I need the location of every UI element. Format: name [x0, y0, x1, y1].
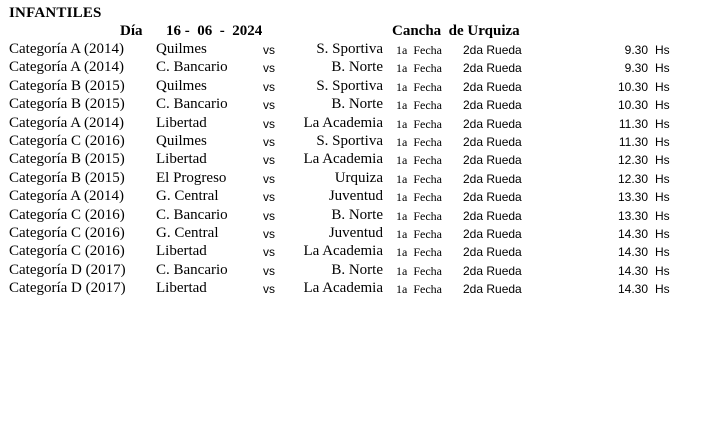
time-cell: 11.30 — [618, 116, 648, 131]
vs-cell: vs — [263, 245, 275, 260]
away-team-cell: Juventud — [328, 224, 383, 241]
table-row — [0, 95, 701, 113]
time-cell: 12.30 — [617, 153, 648, 168]
table-row — [0, 242, 701, 260]
rueda-cell: 2da Rueda — [463, 134, 522, 149]
venue-title: Cancha de Urquiza — [392, 23, 520, 39]
category-cell: Categoría B (2015) — [9, 96, 125, 113]
vs-cell: vs — [263, 153, 275, 168]
category-cell: Categoría A (2014) — [9, 114, 124, 131]
page-title: INFANTILES — [9, 5, 102, 21]
home-team-cell: G. Central — [156, 224, 219, 241]
fecha-cell: 1a Fecha — [396, 190, 442, 205]
category-cell: Categoría D (2017) — [9, 280, 126, 297]
category-cell: Categoría C (2016) — [9, 206, 125, 223]
match-date: 16 - 06 - 2024 — [166, 23, 263, 39]
vs-cell: vs — [263, 43, 275, 57]
time-unit-cell: Hs — [655, 171, 670, 186]
home-team-cell: C. Bancario — [156, 96, 228, 113]
away-team-cell: La Academia — [303, 151, 383, 168]
time-cell: 10.30 — [617, 98, 648, 113]
vs-cell: vs — [263, 61, 275, 76]
fecha-cell: 1a Fecha — [396, 263, 442, 278]
time-unit-cell: Hs — [655, 98, 670, 113]
rueda-cell: 2da Rueda — [463, 116, 522, 131]
away-team-cell: B. Norte — [331, 59, 383, 76]
away-team-cell: La Academia — [303, 280, 383, 297]
rueda-cell: 2da Rueda — [463, 98, 522, 113]
table-row — [0, 77, 701, 95]
time-unit-cell: Hs — [655, 190, 670, 205]
vs-cell: vs — [263, 282, 275, 297]
away-team-cell: La Academia — [303, 114, 383, 131]
fecha-cell: 1a Fecha — [396, 61, 442, 76]
category-cell: Categoría B (2015) — [9, 169, 125, 186]
table-row — [0, 187, 701, 205]
time-unit-cell: Hs — [655, 226, 670, 241]
time-cell: 11.30 — [618, 134, 648, 149]
table-row — [0, 224, 701, 242]
time-unit-cell: Hs — [655, 61, 670, 76]
category-cell: Categoría B (2015) — [9, 77, 125, 94]
vs-cell: vs — [263, 190, 275, 205]
home-team-cell: Quilmes — [156, 41, 207, 57]
vs-cell: vs — [263, 208, 275, 223]
time-cell: 13.30 — [617, 208, 648, 223]
home-team-cell: Quilmes — [156, 132, 207, 149]
fecha-cell: 1a Fecha — [396, 282, 442, 297]
home-team-cell: Libertad — [156, 280, 207, 297]
home-team-cell: Quilmes — [156, 77, 207, 94]
fecha-cell: 1a Fecha — [396, 79, 442, 94]
away-team-cell: S. Sportiva — [316, 77, 383, 94]
rueda-cell: 2da Rueda — [463, 282, 522, 297]
time-cell: 14.30 — [617, 282, 648, 297]
rueda-cell: 2da Rueda — [463, 61, 522, 76]
category-cell: Categoría A (2014) — [9, 41, 124, 57]
away-team-cell: B. Norte — [331, 261, 383, 278]
vs-cell: vs — [263, 79, 275, 94]
time-cell: 14.30 — [617, 245, 648, 260]
time-unit-cell: Hs — [655, 153, 670, 168]
away-team-cell: Juventud — [328, 188, 383, 205]
rueda-cell: 2da Rueda — [463, 153, 522, 168]
home-team-cell: G. Central — [156, 188, 219, 205]
vs-cell: vs — [263, 171, 275, 186]
fixture-table — [0, 40, 701, 297]
home-team-cell: C. Bancario — [156, 261, 228, 278]
fecha-cell: 1a Fecha — [396, 245, 442, 260]
time-cell: 12.30 — [617, 171, 648, 186]
time-cell: 14.30 — [617, 226, 648, 241]
vs-cell: vs — [263, 226, 275, 241]
away-team-cell: S. Sportiva — [316, 132, 383, 149]
category-cell: Categoría B (2015) — [9, 151, 125, 168]
time-unit-cell: Hs — [655, 263, 670, 278]
category-cell: Categoría D (2017) — [9, 261, 126, 278]
fecha-cell: 1a Fecha — [396, 43, 442, 57]
rueda-cell: 2da Rueda — [463, 226, 522, 241]
table-row — [0, 40, 701, 58]
vs-cell: vs — [263, 263, 275, 278]
vs-cell: vs — [263, 134, 275, 149]
table-row — [0, 261, 701, 279]
away-team-cell: B. Norte — [331, 206, 383, 223]
time-unit-cell: Hs — [655, 116, 670, 131]
fecha-cell: 1a Fecha — [396, 153, 442, 168]
fecha-cell: 1a Fecha — [396, 208, 442, 223]
time-unit-cell: Hs — [655, 208, 670, 223]
category-cell: Categoría A (2014) — [9, 59, 124, 76]
table-row — [0, 132, 701, 150]
category-cell: Categoría C (2016) — [9, 224, 125, 241]
fecha-cell: 1a Fecha — [396, 226, 442, 241]
away-team-cell: S. Sportiva — [316, 41, 383, 57]
time-unit-cell: Hs — [655, 282, 670, 297]
vs-cell: vs — [263, 98, 275, 113]
table-row — [0, 58, 701, 76]
time-unit-cell: Hs — [655, 79, 670, 94]
category-cell: Categoría C (2016) — [9, 243, 125, 260]
time-unit-cell: Hs — [655, 245, 670, 260]
rueda-cell: 2da Rueda — [463, 263, 522, 278]
category-cell: Categoría C (2016) — [9, 132, 125, 149]
away-team-cell: La Academia — [303, 243, 383, 260]
away-team-cell: Urquiza — [334, 169, 383, 186]
table-row — [0, 279, 701, 297]
time-cell: 10.30 — [617, 79, 648, 94]
vs-cell: vs — [263, 116, 275, 131]
category-cell: Categoría A (2014) — [9, 188, 124, 205]
table-row — [0, 206, 701, 224]
time-unit-cell: Hs — [655, 43, 670, 57]
rueda-cell: 2da Rueda — [463, 43, 522, 57]
home-team-cell: El Progreso — [156, 169, 227, 186]
rueda-cell: 2da Rueda — [463, 79, 522, 94]
rueda-cell: 2da Rueda — [463, 190, 522, 205]
time-cell: 13.30 — [617, 190, 648, 205]
time-cell: 9.30 — [624, 61, 648, 76]
home-team-cell: Libertad — [156, 114, 207, 131]
away-team-cell: B. Norte — [331, 96, 383, 113]
day-label: Día — [120, 23, 143, 39]
home-team-cell: C. Bancario — [156, 206, 228, 223]
rueda-cell: 2da Rueda — [463, 208, 522, 223]
home-team-cell: C. Bancario — [156, 59, 228, 76]
fecha-cell: 1a Fecha — [396, 171, 442, 186]
table-row — [0, 169, 701, 187]
time-cell: 9.30 — [624, 43, 648, 57]
home-team-cell: Libertad — [156, 151, 207, 168]
rueda-cell: 2da Rueda — [463, 245, 522, 260]
rueda-cell: 2da Rueda — [463, 171, 522, 186]
home-team-cell: Libertad — [156, 243, 207, 260]
table-row — [0, 114, 701, 132]
time-unit-cell: Hs — [655, 134, 670, 149]
table-row — [0, 150, 701, 168]
fecha-cell: 1a Fecha — [396, 116, 442, 131]
fecha-cell: 1a Fecha — [396, 134, 442, 149]
time-cell: 14.30 — [617, 263, 648, 278]
fecha-cell: 1a Fecha — [396, 98, 442, 113]
